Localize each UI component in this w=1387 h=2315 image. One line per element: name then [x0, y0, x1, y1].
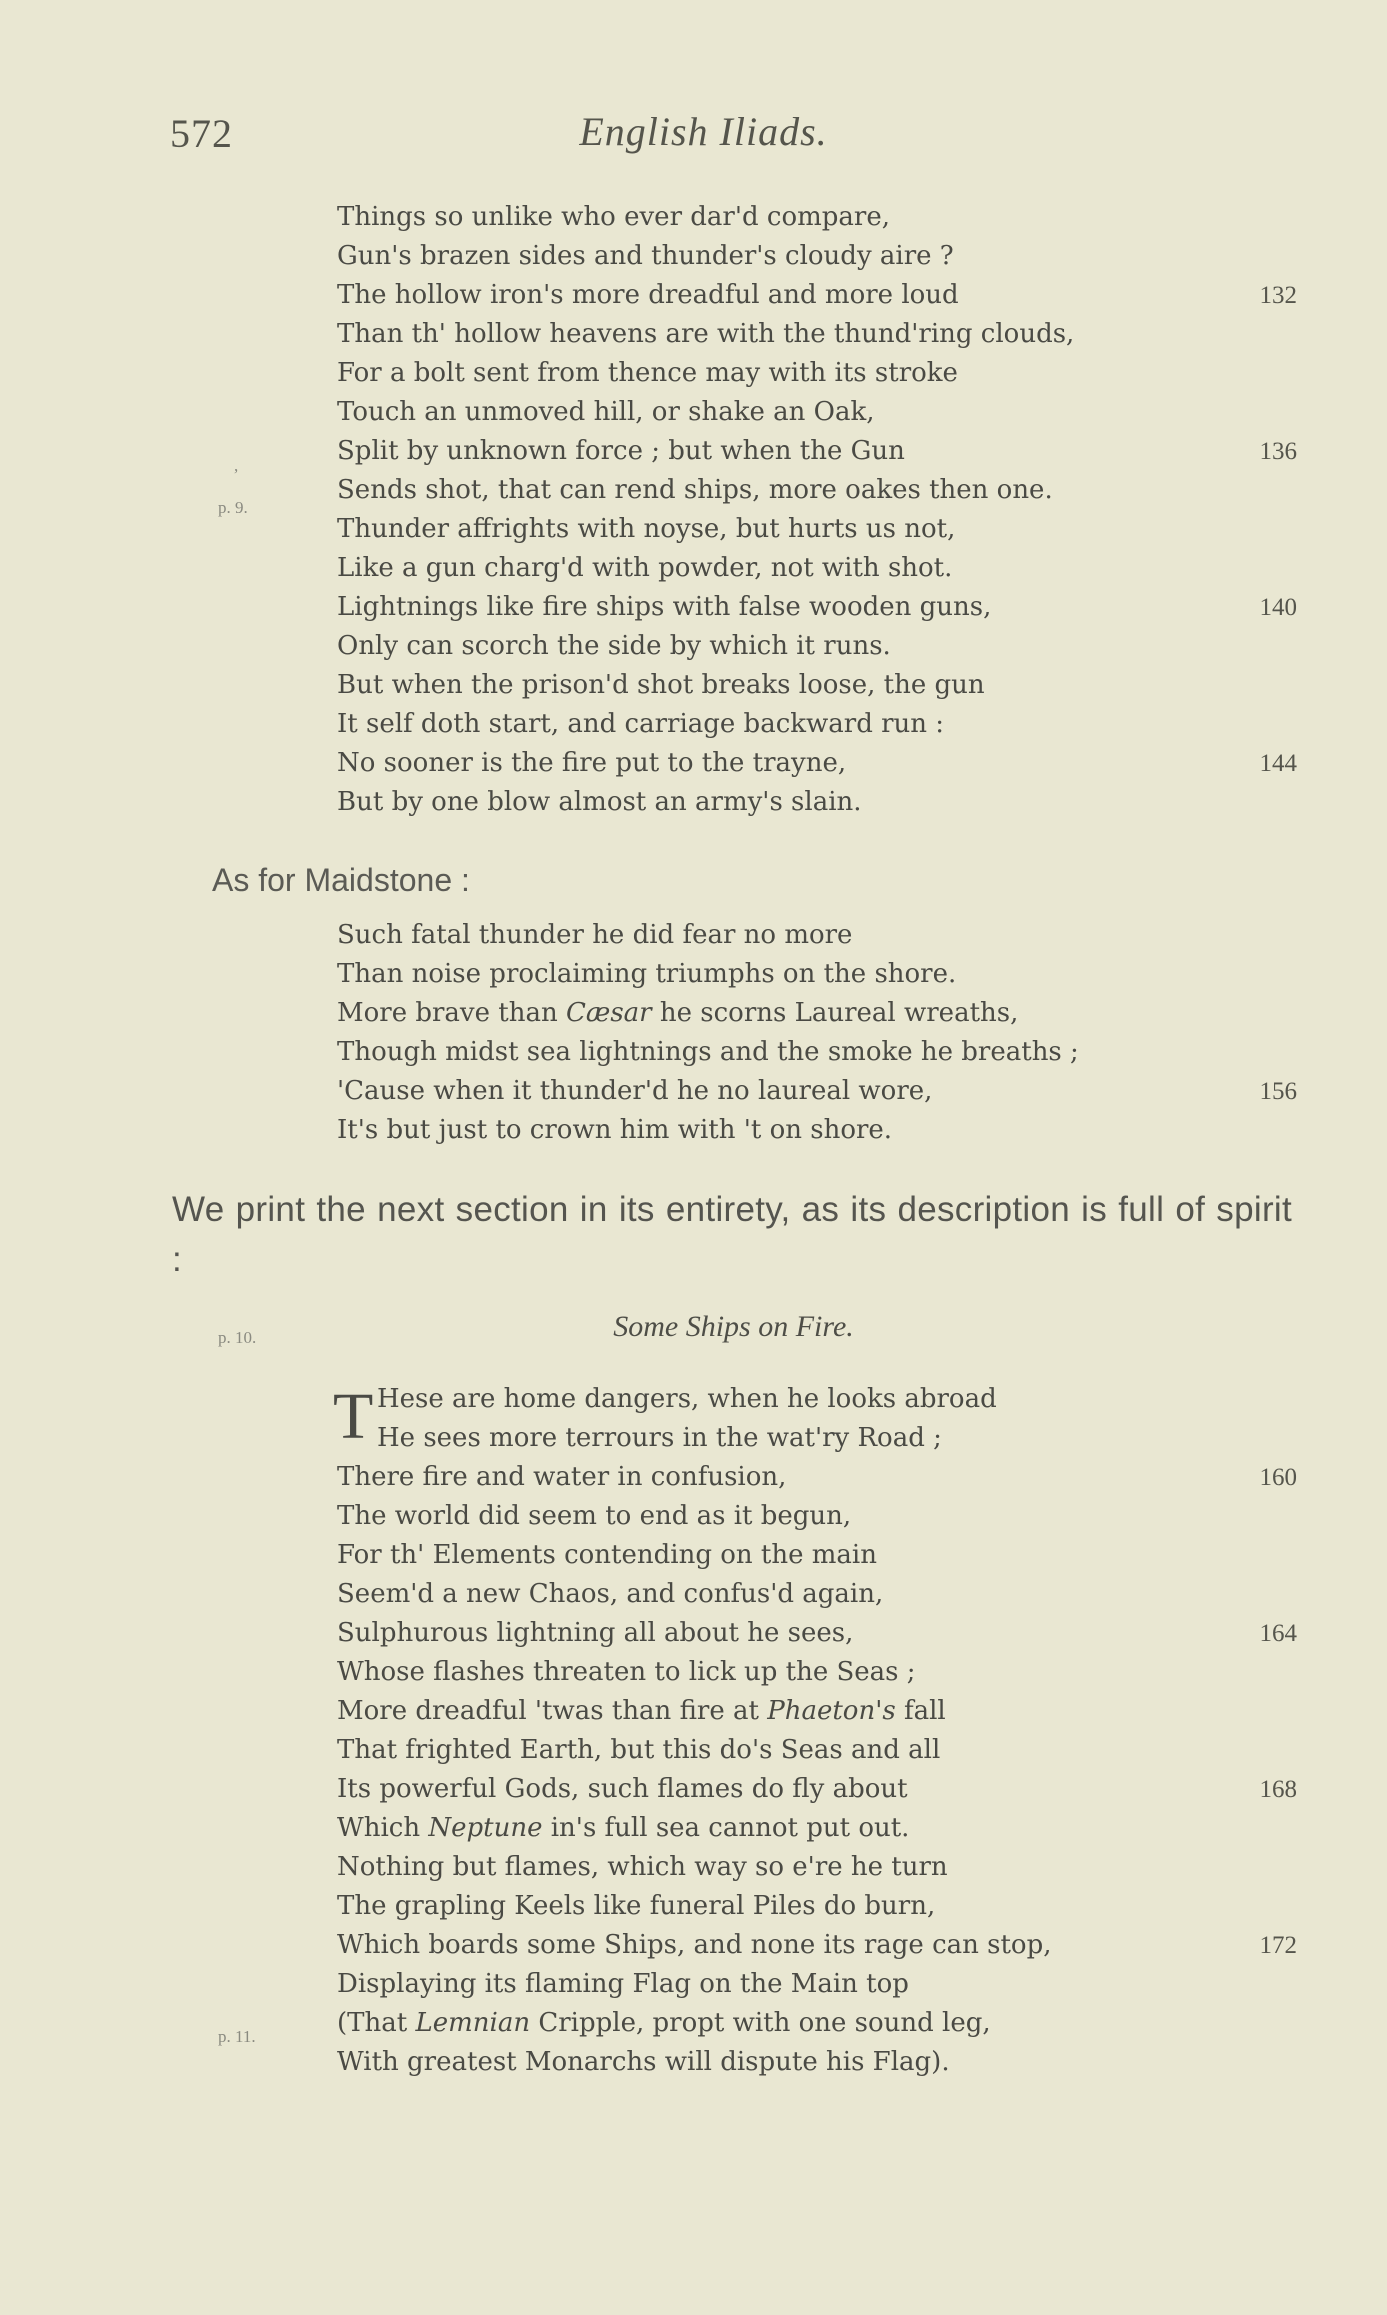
verse-line [337, 705, 1297, 744]
line-number: 156 [1259, 1078, 1297, 1105]
verse-line [337, 1419, 1297, 1458]
verse-text: Which [337, 1813, 429, 1843]
as-for-maidstone: As for Maidstone : [212, 862, 470, 898]
verse-line [337, 2004, 1297, 2043]
verse-line [337, 549, 1297, 588]
line-number: 144 [1259, 750, 1297, 777]
section-title: Some Ships on Fire. [613, 1310, 854, 1343]
verse-line [337, 1887, 1297, 1926]
verse-text: Gun's brazen sides and thunder's cloudy aire ? [337, 241, 954, 271]
verse-text: Like a gun charg'd with powder, not with shot. [337, 553, 953, 583]
verse-line [337, 1497, 1297, 1536]
verse-line [337, 744, 1297, 783]
verse-line [337, 783, 1297, 822]
verse-line [337, 1965, 1297, 2004]
verse-text: he scorns Laureal wreaths, [651, 998, 1019, 1028]
verse-text: For th' Elements contending on the main [337, 1540, 877, 1570]
verse-line [337, 471, 1297, 510]
italic-name: Cæsar [565, 998, 652, 1028]
verse-text: With greatest Monarchs will dispute his Flag). [337, 2047, 950, 2077]
verse-line [337, 588, 1297, 627]
verse-line [337, 1033, 1297, 1072]
verse-text: Touch an unmoved hill, or shake an Oak, [337, 397, 875, 427]
verse-text: The world did seem to end as it begun, [337, 1501, 852, 1531]
verse-line [337, 315, 1297, 354]
verse-line [337, 1458, 1297, 1497]
margin-tick: , [234, 456, 239, 475]
verse-text: Thunder affrights with noyse, but hurts us not, [337, 514, 956, 544]
poem-stanza-3 [333, 1380, 1297, 2082]
verse-text: It's but just to crown him with 't on shore. [337, 1115, 893, 1145]
verse-line [337, 354, 1297, 393]
verse-text: 'Cause when it thunder'd he no laureal wore, [337, 1076, 933, 1106]
verse-text: There fire and water in confusion, [337, 1462, 787, 1492]
page-number: 572 [170, 111, 233, 156]
verse-text: The hollow iron's more dreadful and more loud [337, 280, 959, 310]
line-number: 140 [1259, 594, 1297, 621]
line-number: 132 [1259, 282, 1297, 309]
verse-text: Such fatal thunder he did fear no more [337, 920, 853, 950]
verse-line [337, 276, 1297, 315]
line-number: 168 [1259, 1776, 1297, 1803]
verse-text: (That [337, 2008, 416, 2038]
verse-text: Nothing but flames, which way so e're he turn [337, 1852, 948, 1882]
verse-text: Cripple, propt with one sound leg, [530, 2008, 991, 2038]
verse-line [337, 1111, 1297, 1150]
verse-text: Split by unknown force ; but when the Gun [337, 436, 905, 466]
margin-note-p11: p. 11. [218, 2027, 256, 2046]
verse-line [337, 1072, 1297, 1111]
verse-line [337, 2043, 1297, 2082]
verse-line [337, 237, 1297, 276]
verse-text: More brave than [337, 998, 566, 1028]
verse-text: fall [895, 1696, 946, 1726]
verse-line [337, 916, 1297, 955]
verse-text: Whose flashes threaten to lick up the Seas ; [337, 1657, 916, 1687]
verse-text: Its powerful Gods, such flames do fly about [337, 1774, 908, 1804]
verse-text: More dreadful 'twas than fire at [337, 1696, 768, 1726]
italic-name: Phaeton's [767, 1696, 896, 1726]
prose-paragraph: We print the next section in its entirety, as its description is full of spirit : [172, 1190, 1292, 1279]
verse-text: Only can scorch the side by which it runs. [337, 631, 891, 661]
verse-text: Than th' hollow heavens are with the thund'ring clouds, [337, 319, 1075, 349]
line-number: 136 [1259, 438, 1297, 465]
poem-stanza-1 [337, 198, 1297, 822]
poem-stanza-2 [337, 916, 1297, 1150]
verse-text: It self doth start, and carriage backward run : [337, 709, 945, 739]
line-number: 172 [1259, 1932, 1297, 1959]
verse-line [337, 1692, 1297, 1731]
verse-text: That frighted Earth, but this do's Seas and all [337, 1735, 941, 1765]
verse-text: He sees more terrours in the wat'ry Road ; [377, 1423, 942, 1453]
verse-line [337, 955, 1297, 994]
verse-text: Hese are home dangers, when he looks abroad [377, 1384, 997, 1414]
verse-text: Which boards some Ships, and none its rage can stop, [337, 1930, 1052, 1960]
verse-line [337, 627, 1297, 666]
drop-cap: T [333, 1380, 374, 1453]
verse-line [337, 1536, 1297, 1575]
verse-text: in's full sea cannot put out. [542, 1813, 910, 1843]
line-number: 164 [1259, 1620, 1297, 1647]
italic-name: Lemnian [415, 2008, 531, 2038]
verse-text: Than noise proclaiming triumphs on the shore. [337, 959, 957, 989]
verse-text: Sulphurous lightning all about he sees, [337, 1618, 854, 1648]
verse-line [337, 1653, 1297, 1692]
verse-text: Displaying its flaming Flag on the Main top [337, 1969, 909, 1999]
verse-line [337, 666, 1297, 705]
margin-note-p10: p. 10. [218, 1328, 257, 1347]
verse-text: Seem'd a new Chaos, and confus'd again, [337, 1579, 884, 1609]
line-number: 160 [1259, 1464, 1297, 1491]
verse-text: But when the prison'd shot breaks loose, the gun [337, 670, 985, 700]
verse-line [337, 432, 1297, 471]
verse-line [337, 393, 1297, 432]
margin-note-p9: p. 9. [218, 498, 248, 517]
verse-text: For a bolt sent from thence may with its stroke [337, 358, 958, 388]
verse-text: The grapling Keels like funeral Piles do burn, [337, 1891, 936, 1921]
verse-line [337, 198, 1297, 237]
verse-line [337, 994, 1297, 1033]
running-title: English Iliads. [579, 109, 828, 154]
verse-text: Sends shot, that can rend ships, more oakes then one. [337, 475, 1053, 505]
verse-line [337, 1770, 1297, 1809]
verse-line [337, 510, 1297, 549]
verse-line [337, 1926, 1297, 1965]
verse-line [337, 1848, 1297, 1887]
verse-line [337, 1731, 1297, 1770]
verse-text: Things so unlike who ever dar'd compare, [337, 202, 890, 232]
verse-text: Though midst sea lightnings and the smoke he breaths ; [337, 1037, 1079, 1067]
verse-text: No sooner is the fire put to the trayne, [337, 748, 847, 778]
verse-text: But by one blow almost an army's slain. [337, 787, 862, 817]
italic-name: Neptune [428, 1813, 543, 1843]
verse-text: Lightnings like fire ships with false wooden guns, [337, 592, 992, 622]
verse-line [337, 1614, 1297, 1653]
verse-line [337, 1809, 1297, 1848]
verse-line [337, 1575, 1297, 1614]
